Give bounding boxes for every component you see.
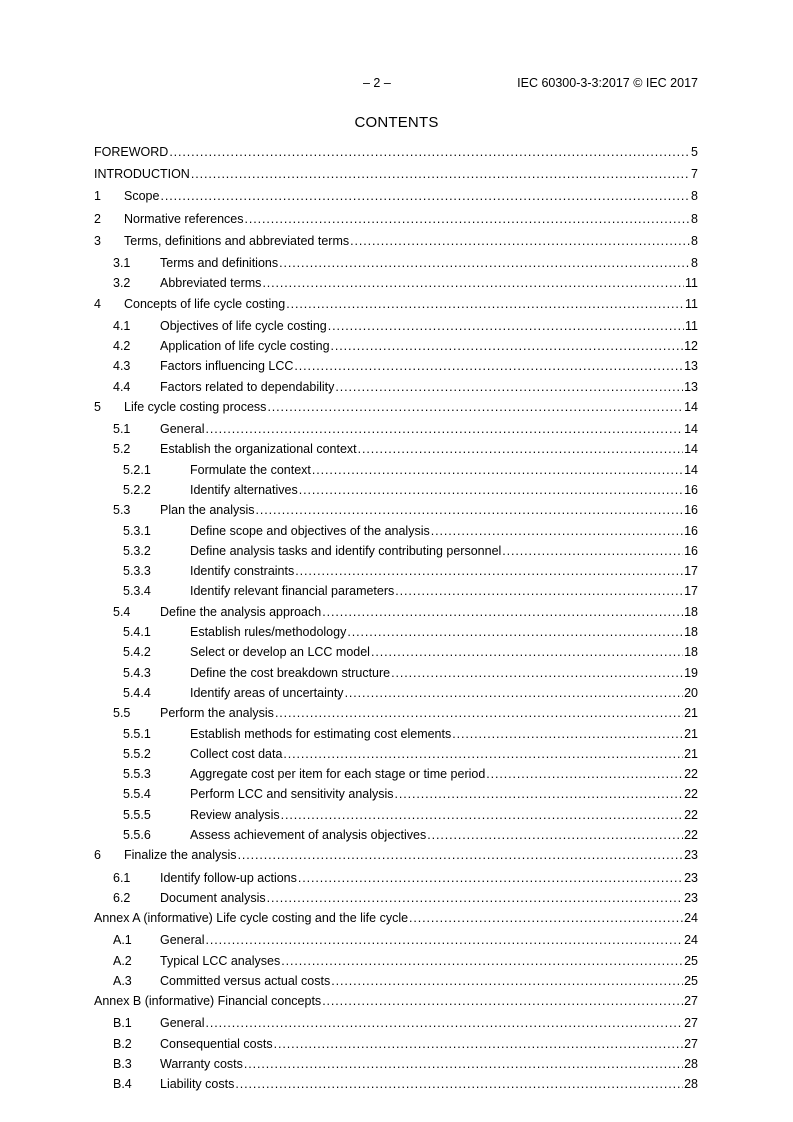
toc-dot-leader (452, 727, 683, 741)
toc-entry-page: 16 (684, 543, 698, 558)
toc-entry-title: Establish the organizational context (160, 442, 357, 457)
toc-entry-page: 21 (684, 746, 698, 761)
toc-entry-number: 5.5.4 (123, 787, 151, 802)
page-number: – 2 – (363, 76, 391, 90)
toc-dot-leader (238, 848, 684, 862)
toc-entry-title: General (160, 1016, 205, 1031)
toc-entry[interactable] (94, 145, 698, 167)
toc-entry[interactable] (94, 706, 698, 726)
toc-entry-title: Application of life cycle costing (160, 339, 330, 354)
toc-dot-leader (205, 1016, 683, 1030)
toc-entry-title: Identify alternatives (190, 482, 298, 497)
toc-entry[interactable] (94, 584, 698, 604)
toc-entry-title: Aggregate cost per item for each stage or time period (190, 767, 486, 782)
toc-entry-title: Objectives of life cycle costing (160, 318, 327, 333)
toc-entry-title: Define analysis tasks and identify contributing personnel (190, 543, 502, 558)
page-header (0, 76, 793, 94)
toc-dot-leader (371, 645, 683, 659)
toc-entry-title: Assess achievement of analysis objectives (190, 828, 427, 843)
toc-dot-leader (395, 787, 684, 801)
toc-dot-leader (286, 297, 684, 311)
toc-dot-leader (275, 706, 683, 720)
toc-dot-leader (395, 584, 683, 598)
toc-entry[interactable] (94, 167, 698, 189)
toc-entry-page: 21 (684, 706, 698, 721)
toc-entry-number: 5.4.2 (123, 645, 151, 660)
toc-entry-page: 18 (684, 645, 698, 660)
toc-entry-page: 14 (684, 462, 698, 477)
toc-dot-leader (191, 167, 690, 181)
toc-entry[interactable] (94, 256, 698, 276)
toc-entry-number: 5.3.2 (123, 543, 151, 558)
toc-entry[interactable] (94, 605, 698, 625)
toc-entry-page: 16 (684, 523, 698, 538)
toc-entry-title: Establish methods for estimating cost elements (190, 726, 452, 741)
toc-entry-page: 7 (691, 167, 698, 182)
toc-entry-number: 5.5.3 (123, 767, 151, 782)
toc-entry-page: 14 (684, 442, 698, 457)
toc-dot-leader (322, 605, 683, 619)
contents-title: CONTENTS (354, 114, 439, 131)
toc-entry-page: 12 (684, 339, 698, 354)
toc-entry-page: 17 (684, 564, 698, 579)
toc-entry[interactable] (94, 625, 698, 645)
toc-entry-page: 16 (684, 503, 698, 518)
table-of-contents (94, 145, 698, 1098)
toc-entry-page: 22 (684, 767, 698, 782)
toc-entry-number: 4.2 (113, 339, 131, 354)
toc-entry-number: 5.5.5 (123, 807, 151, 822)
toc-dot-leader (335, 380, 683, 394)
toc-dot-leader (328, 319, 684, 333)
toc-entry-title: FOREWORD (94, 145, 169, 159)
toc-entry-number: B.4 (113, 1077, 132, 1092)
toc-entry-title: INTRODUCTION (94, 167, 190, 182)
toc-entry-number: A.2 (113, 953, 132, 968)
toc-dot-leader (295, 564, 683, 578)
toc-entry-number: 4.3 (113, 359, 131, 374)
toc-entry-number: 6.1 (113, 870, 131, 885)
toc-entry[interactable] (94, 524, 698, 544)
toc-entry-page: 27 (684, 1036, 698, 1051)
toc-entry[interactable] (94, 503, 698, 523)
toc-entry[interactable] (94, 686, 698, 706)
toc-entry-number: A.1 (113, 933, 132, 948)
toc-entry-page: 23 (684, 870, 698, 885)
toc-entry[interactable] (94, 276, 698, 296)
toc-entry-title: Consequential costs (160, 1036, 273, 1051)
toc-dot-leader (262, 276, 684, 290)
toc-entry-title: Normative references (124, 211, 244, 226)
toc-dot-leader (205, 422, 683, 436)
toc-entry-title: Perform LCC and sensitivity analysis (190, 787, 394, 802)
toc-entry-page: 8 (691, 255, 698, 270)
toc-entry-page: 5 (691, 145, 698, 159)
toc-entry-number: 5.4.3 (123, 665, 151, 680)
toc-entry-number: B.1 (113, 1016, 132, 1031)
toc-dot-leader (345, 686, 684, 700)
toc-entry-title: Define scope and objectives of the analysis (190, 523, 430, 538)
toc-entry-page: 8 (691, 211, 698, 226)
toc-entry-title: Factors related to dependability (160, 379, 335, 394)
toc-entry-number: 5.3 (113, 503, 131, 518)
toc-entry-page: 18 (684, 625, 698, 640)
toc-dot-leader (350, 234, 690, 248)
toc-entry-number: 1 (94, 189, 101, 204)
toc-entry-page: 14 (684, 422, 698, 437)
toc-entry-page: 28 (684, 1056, 698, 1071)
toc-entry-number: 6 (94, 848, 101, 863)
toc-entry[interactable] (94, 463, 698, 483)
toc-entry-title: General (160, 933, 205, 948)
toc-entry-number: 5.2.1 (123, 462, 151, 477)
toc-entry[interactable] (94, 848, 698, 870)
toc-entry-page: 24 (684, 911, 698, 926)
toc-entry[interactable] (94, 339, 698, 359)
toc-entry-page: 13 (684, 379, 698, 394)
toc-entry[interactable] (94, 442, 698, 462)
toc-entry-number: 4 (94, 296, 101, 311)
toc-dot-leader (279, 256, 690, 270)
toc-entry-number: 5.4.4 (123, 685, 151, 700)
toc-entry-number: 6.2 (113, 890, 131, 905)
toc-entry-page: 22 (684, 828, 698, 843)
toc-entry-number: 5.3.1 (123, 523, 151, 538)
toc-entry[interactable] (94, 564, 698, 584)
toc-entry-number: 5.5 (113, 706, 131, 721)
toc-entry[interactable] (94, 974, 698, 994)
toc-entry-number: 5.5.6 (123, 828, 151, 843)
toc-entry-title: Select or develop an LCC model (190, 645, 370, 660)
toc-entry-title: Identify relevant financial parameters (190, 584, 395, 599)
toc-entry[interactable] (94, 297, 698, 319)
toc-entry[interactable] (94, 891, 698, 911)
toc-dot-leader (312, 463, 683, 477)
toc-entry[interactable] (94, 933, 698, 953)
toc-entry-title: Finalize the analysis (124, 848, 237, 863)
toc-dot-leader (160, 189, 690, 203)
toc-entry-page: 22 (684, 807, 698, 822)
toc-entry[interactable] (94, 727, 698, 747)
toc-entry[interactable] (94, 747, 698, 767)
toc-entry-title: Liability costs (160, 1077, 235, 1092)
toc-entry-title: Warranty costs (160, 1056, 243, 1071)
toc-entry-title: Collect cost data (190, 746, 283, 761)
toc-entry[interactable] (94, 787, 698, 807)
toc-entry-number: 5.5.1 (123, 726, 151, 741)
toc-entry[interactable] (94, 1037, 698, 1057)
toc-dot-leader (281, 954, 683, 968)
toc-entry[interactable] (94, 380, 698, 400)
toc-entry[interactable] (94, 871, 698, 891)
toc-dot-leader (358, 442, 683, 456)
toc-entry-title: Life cycle costing process (124, 399, 267, 414)
toc-entry[interactable] (94, 544, 698, 564)
toc-entry[interactable] (94, 319, 698, 339)
toc-entry-title: Identify follow-up actions (160, 870, 297, 885)
toc-dot-leader (281, 808, 683, 822)
toc-entry-title: General (160, 422, 205, 437)
toc-entry[interactable] (94, 645, 698, 665)
toc-dot-leader (235, 1077, 683, 1091)
toc-entry-number: 4.4 (113, 379, 131, 394)
toc-entry-title: Scope (124, 189, 160, 204)
toc-entry[interactable] (94, 422, 698, 442)
toc-entry-number: 5.2 (113, 442, 131, 457)
toc-entry[interactable] (94, 1057, 698, 1077)
toc-entry-page: 24 (684, 933, 698, 948)
toc-entry-page: 17 (684, 584, 698, 599)
toc-entry-page: 27 (684, 1016, 698, 1031)
toc-entry-title: Document analysis (160, 890, 266, 905)
toc-entry-number: 2 (94, 211, 101, 226)
toc-entry[interactable] (94, 954, 698, 974)
toc-entry-title: Define the analysis approach (160, 604, 322, 619)
document-reference: IEC 60300-3-3:2017 © IEC 2017 (517, 76, 698, 90)
toc-entry-number: 3 (94, 233, 101, 248)
toc-entry-number: 3.2 (113, 276, 131, 291)
toc-entry-number: B.3 (113, 1056, 132, 1071)
toc-entry-title: Establish rules/methodology (190, 625, 347, 640)
toc-dot-leader (322, 994, 683, 1008)
toc-entry-title: Plan the analysis (160, 503, 255, 518)
toc-entry[interactable] (94, 483, 698, 503)
toc-entry-number: A.3 (113, 973, 132, 988)
toc-entry[interactable] (94, 212, 698, 234)
toc-dot-leader (486, 767, 683, 781)
toc-dot-leader (298, 871, 683, 885)
toc-entry-number: B.2 (113, 1036, 132, 1051)
toc-entry-title: Terms and definitions (160, 255, 279, 270)
toc-entry-number: 4.1 (113, 318, 131, 333)
toc-dot-leader (502, 544, 683, 558)
toc-entry-page: 20 (684, 685, 698, 700)
toc-entry-title: Factors influencing LCC (160, 359, 294, 374)
toc-entry-page: 22 (684, 787, 698, 802)
toc-entry[interactable] (94, 808, 698, 828)
toc-entry-number: 5.4 (113, 604, 131, 619)
toc-dot-leader (431, 524, 683, 538)
toc-entry[interactable] (94, 1016, 698, 1036)
toc-entry-title: Terms, definitions and abbreviated terms (124, 233, 350, 248)
toc-entry-title: Annex A (informative) Life cycle costing and the life cycle (94, 911, 409, 926)
toc-dot-leader (331, 974, 683, 988)
toc-entry-page: 25 (684, 973, 698, 988)
toc-entry[interactable] (94, 666, 698, 686)
toc-entry-page: 13 (684, 359, 698, 374)
toc-entry[interactable] (94, 1077, 698, 1097)
toc-dot-leader (169, 145, 690, 159)
toc-entry-page: 19 (684, 665, 698, 680)
toc-entry-page: 11 (685, 296, 698, 311)
toc-entry-page: 11 (685, 276, 698, 291)
toc-dot-leader (267, 891, 683, 905)
toc-entry-title: Identify areas of uncertainty (190, 685, 344, 700)
toc-entry[interactable] (94, 911, 698, 933)
toc-entry-number: 5.4.1 (123, 625, 151, 640)
toc-entry-title: Typical LCC analyses (160, 953, 281, 968)
toc-entry-title: Concepts of life cycle costing (124, 296, 286, 311)
toc-dot-leader (256, 503, 684, 517)
toc-dot-leader (347, 625, 683, 639)
toc-entry-title: Define the cost breakdown structure (190, 665, 391, 680)
toc-entry[interactable] (94, 189, 698, 211)
toc-entry-page: 8 (691, 189, 698, 204)
toc-entry-number: 5 (94, 399, 101, 414)
toc-entry-title: Identify constraints (190, 564, 295, 579)
toc-entry-page: 21 (684, 726, 698, 741)
toc-dot-leader (245, 212, 691, 226)
toc-dot-leader (391, 666, 683, 680)
toc-dot-leader (427, 828, 683, 842)
toc-dot-leader (205, 933, 683, 947)
toc-entry-page: 14 (684, 399, 698, 414)
toc-entry-number: 5.2.2 (123, 482, 151, 497)
toc-entry-number: 5.3.4 (123, 584, 151, 599)
toc-entry-title: Committed versus actual costs (160, 973, 331, 988)
toc-entry[interactable] (94, 828, 698, 848)
toc-dot-leader (267, 400, 683, 414)
toc-entry-page: 23 (684, 848, 698, 863)
toc-entry-title: Review analysis (190, 807, 280, 822)
toc-entry-number: 3.1 (113, 255, 131, 270)
toc-entry-number: 5.3.3 (123, 564, 151, 579)
toc-entry[interactable] (94, 234, 698, 256)
toc-entry-number: 5.5.2 (123, 746, 151, 761)
toc-entry-page: 16 (684, 482, 698, 497)
toc-entry-title: Formulate the context (190, 462, 311, 477)
toc-entry-number: 5.1 (113, 422, 131, 437)
toc-entry-title: Abbreviated terms (160, 276, 262, 291)
toc-entry[interactable] (94, 359, 698, 379)
toc-entry[interactable] (94, 400, 698, 422)
toc-dot-leader (274, 1037, 684, 1051)
toc-entry-page: 18 (684, 604, 698, 619)
toc-dot-leader (244, 1057, 683, 1071)
toc-dot-leader (331, 339, 684, 353)
toc-entry-page: 25 (684, 953, 698, 968)
toc-entry-page: 23 (684, 890, 698, 905)
toc-entry-page: 8 (691, 233, 698, 248)
toc-dot-leader (294, 359, 683, 373)
toc-entry-page: 27 (684, 994, 698, 1009)
toc-dot-leader (299, 483, 683, 497)
toc-entry[interactable] (94, 767, 698, 787)
toc-entry-title: Perform the analysis (160, 706, 274, 721)
toc-entry-page: 11 (685, 318, 698, 333)
toc-dot-leader (283, 747, 683, 761)
toc-entry-title: Annex B (informative) Financial concepts (94, 994, 322, 1009)
toc-entry-page: 28 (684, 1077, 698, 1092)
toc-dot-leader (409, 911, 683, 925)
toc-entry[interactable] (94, 994, 698, 1016)
